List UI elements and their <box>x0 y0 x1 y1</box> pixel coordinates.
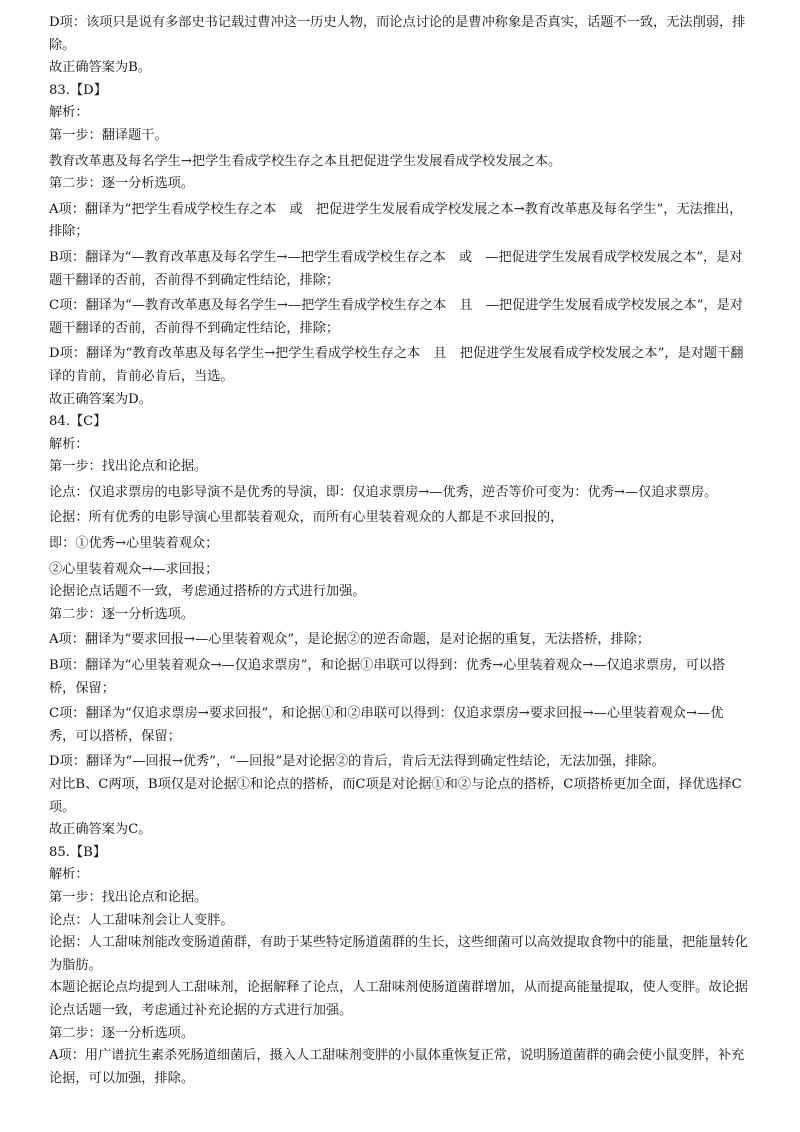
text-line: 本题论据论点均提到人工甜味剂，论据解释了论点，人工甜味剂使肠道菌群增加，从而提高能量提取，使人变胖。故论据论点话题一致，考虑通过补充论据的方式进行加强。 <box>49 980 748 1018</box>
option-analysis: B项：翻译为“心里装着观众→—仅追求票房”，和论据①串联可以得到：优秀→心里装着观众→—仅追求票房，可以搭桥，保留； <box>49 658 726 696</box>
text-line: 第二步：逐一分析选项。 <box>49 176 195 192</box>
document-page <box>49 12 749 1090</box>
text-line: 论据：所有优秀的电影导演心里都装着观众，而所有心里装着观众的人都是不求回报的， <box>49 510 564 526</box>
text-line: D项：该项只是说有多部史书记载过曹冲这一历史人物，而论点讨论的是曹冲称象是否真实，话题不一致，无法削弱，排除。 <box>49 15 746 53</box>
text-line: 解析： <box>49 436 89 452</box>
text-line: 第二步：逐一分析选项。 <box>49 1025 195 1041</box>
option-analysis: D项：翻译为“—回报→优秀”，“—回报”是对论据②的肯后，肯后无法得到确定性结论，无法加强，排除。 <box>49 754 665 770</box>
text-line: 解析： <box>49 105 89 121</box>
text-line: 故正确答案为D。 <box>49 391 152 407</box>
text-line: 论据论点话题不一致，考虑通过搭桥的方式进行加强。 <box>49 584 366 600</box>
text-line: 第一步：翻译题干。 <box>49 127 168 143</box>
question-number: 83.【D】 <box>49 82 107 98</box>
text-line: 论点：仅追求票房的电影导演不是优秀的导演，即：仅追求票房→—优秀，逆否等价可变为：优秀→—仅追求票房。 <box>49 484 718 500</box>
question-number: 84.【C】 <box>49 414 107 430</box>
text-line: ②心里装着观众→—求回报； <box>49 561 219 577</box>
text-line: 解析： <box>49 867 89 883</box>
text-line: 教育改革惠及每名学生→把学生看成学校生存之本且把促进学生发展看成学校发展之本。 <box>49 153 562 169</box>
text-line: 第一步：找出论点和论据。 <box>49 459 208 475</box>
text-line: 论点：人工甜味剂会让人变胖。 <box>49 912 234 928</box>
option-analysis: B项：翻译为“—教育改革惠及每名学生→—把学生看成学校生存之本 或 —把促进学生发展看成学校发展之本”，是对题干翻译的否前，否前得不到确定性结论，排除； <box>49 249 743 288</box>
option-analysis: A项：翻译为“要求回报→—心里装着观众”，是论据②的逆否命题，是对论据的重复，无法搭桥，排除； <box>49 632 651 648</box>
option-analysis: C项：翻译为“仅追求票房→要求回报”，和论据①和②串联可以得到：仅追求票房→要求回报→—心里装着观众→—优秀，可以搭桥，保留； <box>49 706 724 744</box>
option-analysis: D项：翻译为“教育改革惠及每名学生→把学生看成学校生存之本 且 把促进学生发展看成学校发展之本”，是对题干翻译的肯前，肯前必肯后，当选。 <box>49 346 744 384</box>
option-analysis: A项：用广谱抗生素杀死肠道细菌后，摄入人工甜味剂变胖的小鼠体重恢复正常，说明肠道菌群的确会使小鼠变胖，补充论据，可以加强，排除。 <box>49 1048 745 1086</box>
text-line: 故正确答案为C。 <box>49 822 152 838</box>
text-line: 论据：人工甜味剂能改变肠道菌群，有助于某些特定肠道菌群的生长，这些细菌可以高效提取食物中的能量，把能量转化为脂肪。 <box>49 935 748 973</box>
text-line: 即：①优秀→心里装着观众； <box>49 536 219 552</box>
option-analysis: C项：翻译为“—教育改革惠及每名学生→—把学生看成学校生存之本 且 —把促进学生发展看成学校发展之本”，是对题干翻译的否前，否前得不到确定性结论，排除； <box>49 298 743 336</box>
option-analysis: A项：翻译为“把学生看成学校生存之本 或 把促进学生发展看成学校发展之本→教育改革惠及每名学生”，无法推出，排除； <box>49 201 743 240</box>
text-line: 对比B、C两项，B项仅是对论据①和论点的搭桥，而C项是对论据①和②与论点的搭桥，C项搭桥更加全面，择优选择C项。 <box>49 777 742 815</box>
text-line: 第二步：逐一分析选项。 <box>49 606 195 622</box>
text-line: 第一步：找出论点和论据。 <box>49 889 208 905</box>
question-number: 85.【B】 <box>49 844 107 860</box>
text-line: 故正确答案为B。 <box>49 60 152 76</box>
